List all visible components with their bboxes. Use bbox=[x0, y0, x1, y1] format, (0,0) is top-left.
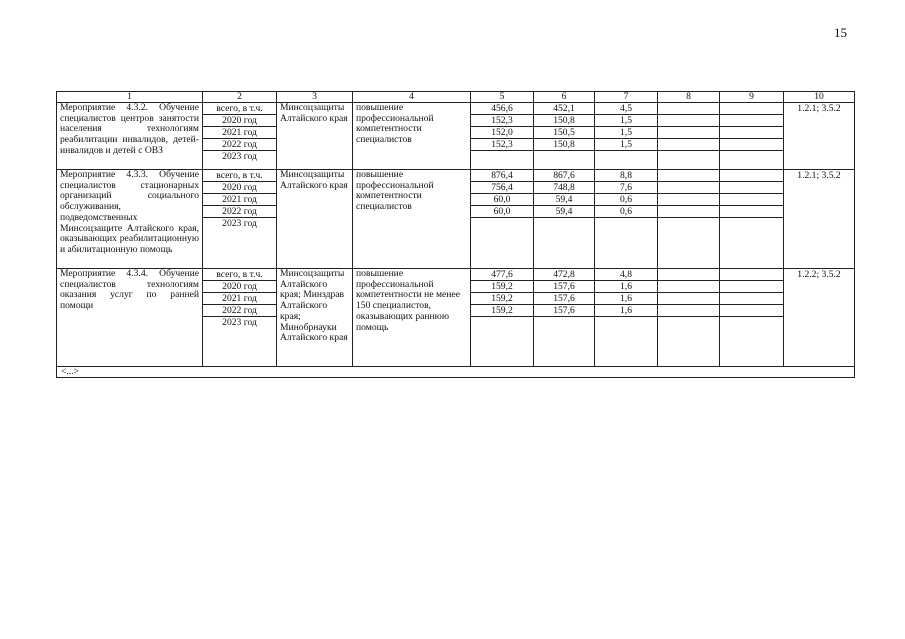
empty-line bbox=[658, 218, 719, 229]
col6-cell-line: 748,8 bbox=[534, 182, 594, 194]
empty-line bbox=[658, 305, 719, 317]
col6-cell-line: 150,8 bbox=[534, 115, 594, 127]
empty-line bbox=[658, 127, 719, 139]
period-cell-line: 2021 год bbox=[203, 127, 276, 139]
header-cell: 7 bbox=[595, 92, 658, 103]
empty-line bbox=[658, 139, 719, 151]
col6-cell-line: 452,1 bbox=[534, 103, 594, 115]
empty-line bbox=[658, 194, 719, 206]
empty-line bbox=[658, 293, 719, 305]
period-cell bbox=[203, 170, 277, 269]
col5-cell-line: 159,2 bbox=[471, 293, 533, 305]
empty-line bbox=[720, 206, 783, 218]
col5-cell-line: 456,6 bbox=[471, 103, 533, 115]
empty-line bbox=[720, 127, 783, 139]
col5-cell-line bbox=[471, 317, 533, 328]
col6-cell bbox=[534, 170, 595, 269]
col7-cell-line: 1,5 bbox=[595, 115, 657, 127]
period-cell bbox=[203, 269, 277, 367]
col7-cell-line: 1,6 bbox=[595, 305, 657, 317]
col6-cell-line bbox=[534, 317, 594, 328]
activity-cell: Мероприятие 4.3.3. Обучение специалистов стационарных организаций социального обслуживания, подведомственных Минсоцзащите Алтайского края, оказывающих реабилитационную и абилитационную помощь bbox=[57, 170, 203, 269]
header-cell: 5 bbox=[471, 92, 534, 103]
footer-row bbox=[57, 367, 855, 378]
executor-cell: Минсоцзащиты Алтайского края; Минздрав Алтайского края; Минобрнауки Алтайского края bbox=[277, 269, 353, 367]
col6-cell-line: 157,6 bbox=[534, 281, 594, 293]
header-cell: 8 bbox=[658, 92, 720, 103]
header-cell: 3 bbox=[277, 92, 353, 103]
col7-cell-line: 0,6 bbox=[595, 194, 657, 206]
result-cell: повышение профессиональной компетентности специалистов bbox=[353, 103, 471, 170]
activity-row bbox=[57, 269, 855, 367]
empty-line bbox=[658, 182, 719, 194]
col5-cell-line: 477,6 bbox=[471, 269, 533, 281]
period-cell-line: 2021 год bbox=[203, 293, 276, 305]
result-cell: повышение профессиональной компетентности не менее 150 специалистов, оказывающих раннюю помощь bbox=[353, 269, 471, 367]
col7-cell-line: 1,5 bbox=[595, 127, 657, 139]
header-cell: 10 bbox=[784, 92, 855, 103]
period-cell-line: всего, в т.ч. bbox=[203, 103, 276, 115]
activity-cell: Мероприятие 4.3.2. Обучение специалистов центров занятости населения технологиям реабилитации инвалидов, детей-инвалидов и детей с ОВЗ bbox=[57, 103, 203, 170]
empty-line bbox=[720, 317, 783, 328]
empty-line bbox=[720, 139, 783, 151]
executor-cell: Минсоцзащиты Алтайского края bbox=[277, 103, 353, 170]
col7-cell-line: 8,8 bbox=[595, 170, 657, 182]
col5-cell-line: 152,0 bbox=[471, 127, 533, 139]
period-cell-line: 2020 год bbox=[203, 115, 276, 127]
period-cell-line: 2022 год bbox=[203, 305, 276, 317]
empty-line bbox=[658, 281, 719, 293]
col6-cell-line: 157,6 bbox=[534, 305, 594, 317]
col7-cell-line: 4,8 bbox=[595, 269, 657, 281]
period-cell-line: 2022 год bbox=[203, 139, 276, 151]
col9-cell bbox=[720, 103, 784, 170]
empty-line bbox=[658, 115, 719, 127]
col6-cell-line: 150,5 bbox=[534, 127, 594, 139]
empty-line bbox=[720, 115, 783, 127]
col6-cell-line: 59,4 bbox=[534, 194, 594, 206]
col5-cell-line bbox=[471, 218, 533, 229]
ellipsis-cell: <...> bbox=[57, 367, 855, 378]
col7-cell-line bbox=[595, 151, 657, 162]
empty-line bbox=[720, 281, 783, 293]
col5-cell-line: 159,2 bbox=[471, 281, 533, 293]
program-table bbox=[56, 91, 855, 378]
col8-cell bbox=[658, 170, 720, 269]
empty-line bbox=[720, 269, 783, 281]
col6-cell-line: 867,6 bbox=[534, 170, 594, 182]
empty-line bbox=[658, 317, 719, 328]
empty-line bbox=[720, 305, 783, 317]
header-cell: 6 bbox=[534, 92, 595, 103]
col5-cell-line: 756,4 bbox=[471, 182, 533, 194]
period-cell-line: 2023 год bbox=[222, 151, 257, 162]
col5-cell-line: 152,3 bbox=[471, 139, 533, 151]
col6-cell bbox=[534, 269, 595, 367]
result-cell: повышение профессиональной компетентности специалистов bbox=[353, 170, 471, 269]
col5-cell-line: 159,2 bbox=[471, 305, 533, 317]
col7-cell-line bbox=[595, 218, 657, 229]
col7-cell bbox=[595, 170, 658, 269]
executor-cell: Минсоцзащиты Алтайского края bbox=[277, 170, 353, 269]
col9-cell bbox=[720, 170, 784, 269]
empty-line bbox=[720, 218, 783, 229]
page-number: 15 bbox=[834, 25, 847, 40]
indicator-cell: 1.2.1; 3.5.2 bbox=[784, 170, 855, 269]
col5-cell-line: 152,3 bbox=[471, 115, 533, 127]
indicator-cell: 1.2.2; 3.5.2 bbox=[784, 269, 855, 367]
header-row bbox=[57, 92, 855, 103]
col7-cell bbox=[595, 103, 658, 170]
col7-cell bbox=[595, 269, 658, 367]
col5-cell bbox=[471, 269, 534, 367]
period-cell-line: всего, в т.ч. bbox=[203, 170, 276, 182]
empty-line bbox=[658, 103, 719, 115]
col6-cell-line bbox=[534, 218, 594, 229]
col8-cell bbox=[658, 269, 720, 367]
col6-cell-line: 472,8 bbox=[534, 269, 594, 281]
col6-cell bbox=[534, 103, 595, 170]
col7-cell-line: 1,6 bbox=[595, 293, 657, 305]
col5-cell bbox=[471, 103, 534, 170]
indicator-cell: 1.2.1; 3.5.2 bbox=[784, 103, 855, 170]
col6-cell-line bbox=[534, 151, 594, 162]
period-cell bbox=[203, 103, 277, 170]
empty-line bbox=[720, 194, 783, 206]
empty-line bbox=[720, 182, 783, 194]
col7-cell-line: 1,5 bbox=[595, 139, 657, 151]
col7-cell-line: 0,6 bbox=[595, 206, 657, 218]
empty-line bbox=[658, 170, 719, 182]
period-cell-line: 2020 год bbox=[203, 182, 276, 194]
empty-line bbox=[720, 103, 783, 115]
col7-cell-line: 7,6 bbox=[595, 182, 657, 194]
period-cell-line: 2020 год bbox=[203, 281, 276, 293]
col5-cell-line: 60,0 bbox=[471, 194, 533, 206]
col6-cell-line: 59,4 bbox=[534, 206, 594, 218]
col7-cell-line: 1,6 bbox=[595, 281, 657, 293]
period-cell-line: 2023 год bbox=[222, 218, 257, 229]
empty-line bbox=[658, 206, 719, 218]
period-cell-line: 2021 год bbox=[203, 194, 276, 206]
col6-cell-line: 157,6 bbox=[534, 293, 594, 305]
col6-cell-line: 150,8 bbox=[534, 139, 594, 151]
col7-cell-line: 4,5 bbox=[595, 103, 657, 115]
empty-line bbox=[720, 151, 783, 162]
header-cell: 9 bbox=[720, 92, 784, 103]
header-cell: 2 bbox=[203, 92, 277, 103]
col5-cell bbox=[471, 170, 534, 269]
empty-line bbox=[720, 170, 783, 182]
col5-cell-line: 60,0 bbox=[471, 206, 533, 218]
period-cell-line: всего, в т.ч. bbox=[203, 269, 276, 281]
activity-row bbox=[57, 170, 855, 269]
empty-line bbox=[720, 293, 783, 305]
period-cell-line: 2023 год bbox=[222, 317, 257, 328]
col9-cell bbox=[720, 269, 784, 367]
header-cell: 1 bbox=[57, 92, 203, 103]
activity-row bbox=[57, 103, 855, 170]
activity-cell: Мероприятие 4.3.4. Обучение специалистов технологиям оказания услуг по ранней помощи bbox=[57, 269, 203, 367]
period-cell-line: 2022 год bbox=[203, 206, 276, 218]
col7-cell-line bbox=[595, 317, 657, 328]
empty-line bbox=[658, 269, 719, 281]
col5-cell-line: 876,4 bbox=[471, 170, 533, 182]
empty-line bbox=[658, 151, 719, 162]
col8-cell bbox=[658, 103, 720, 170]
header-cell: 4 bbox=[353, 92, 471, 103]
col5-cell-line bbox=[471, 151, 533, 162]
